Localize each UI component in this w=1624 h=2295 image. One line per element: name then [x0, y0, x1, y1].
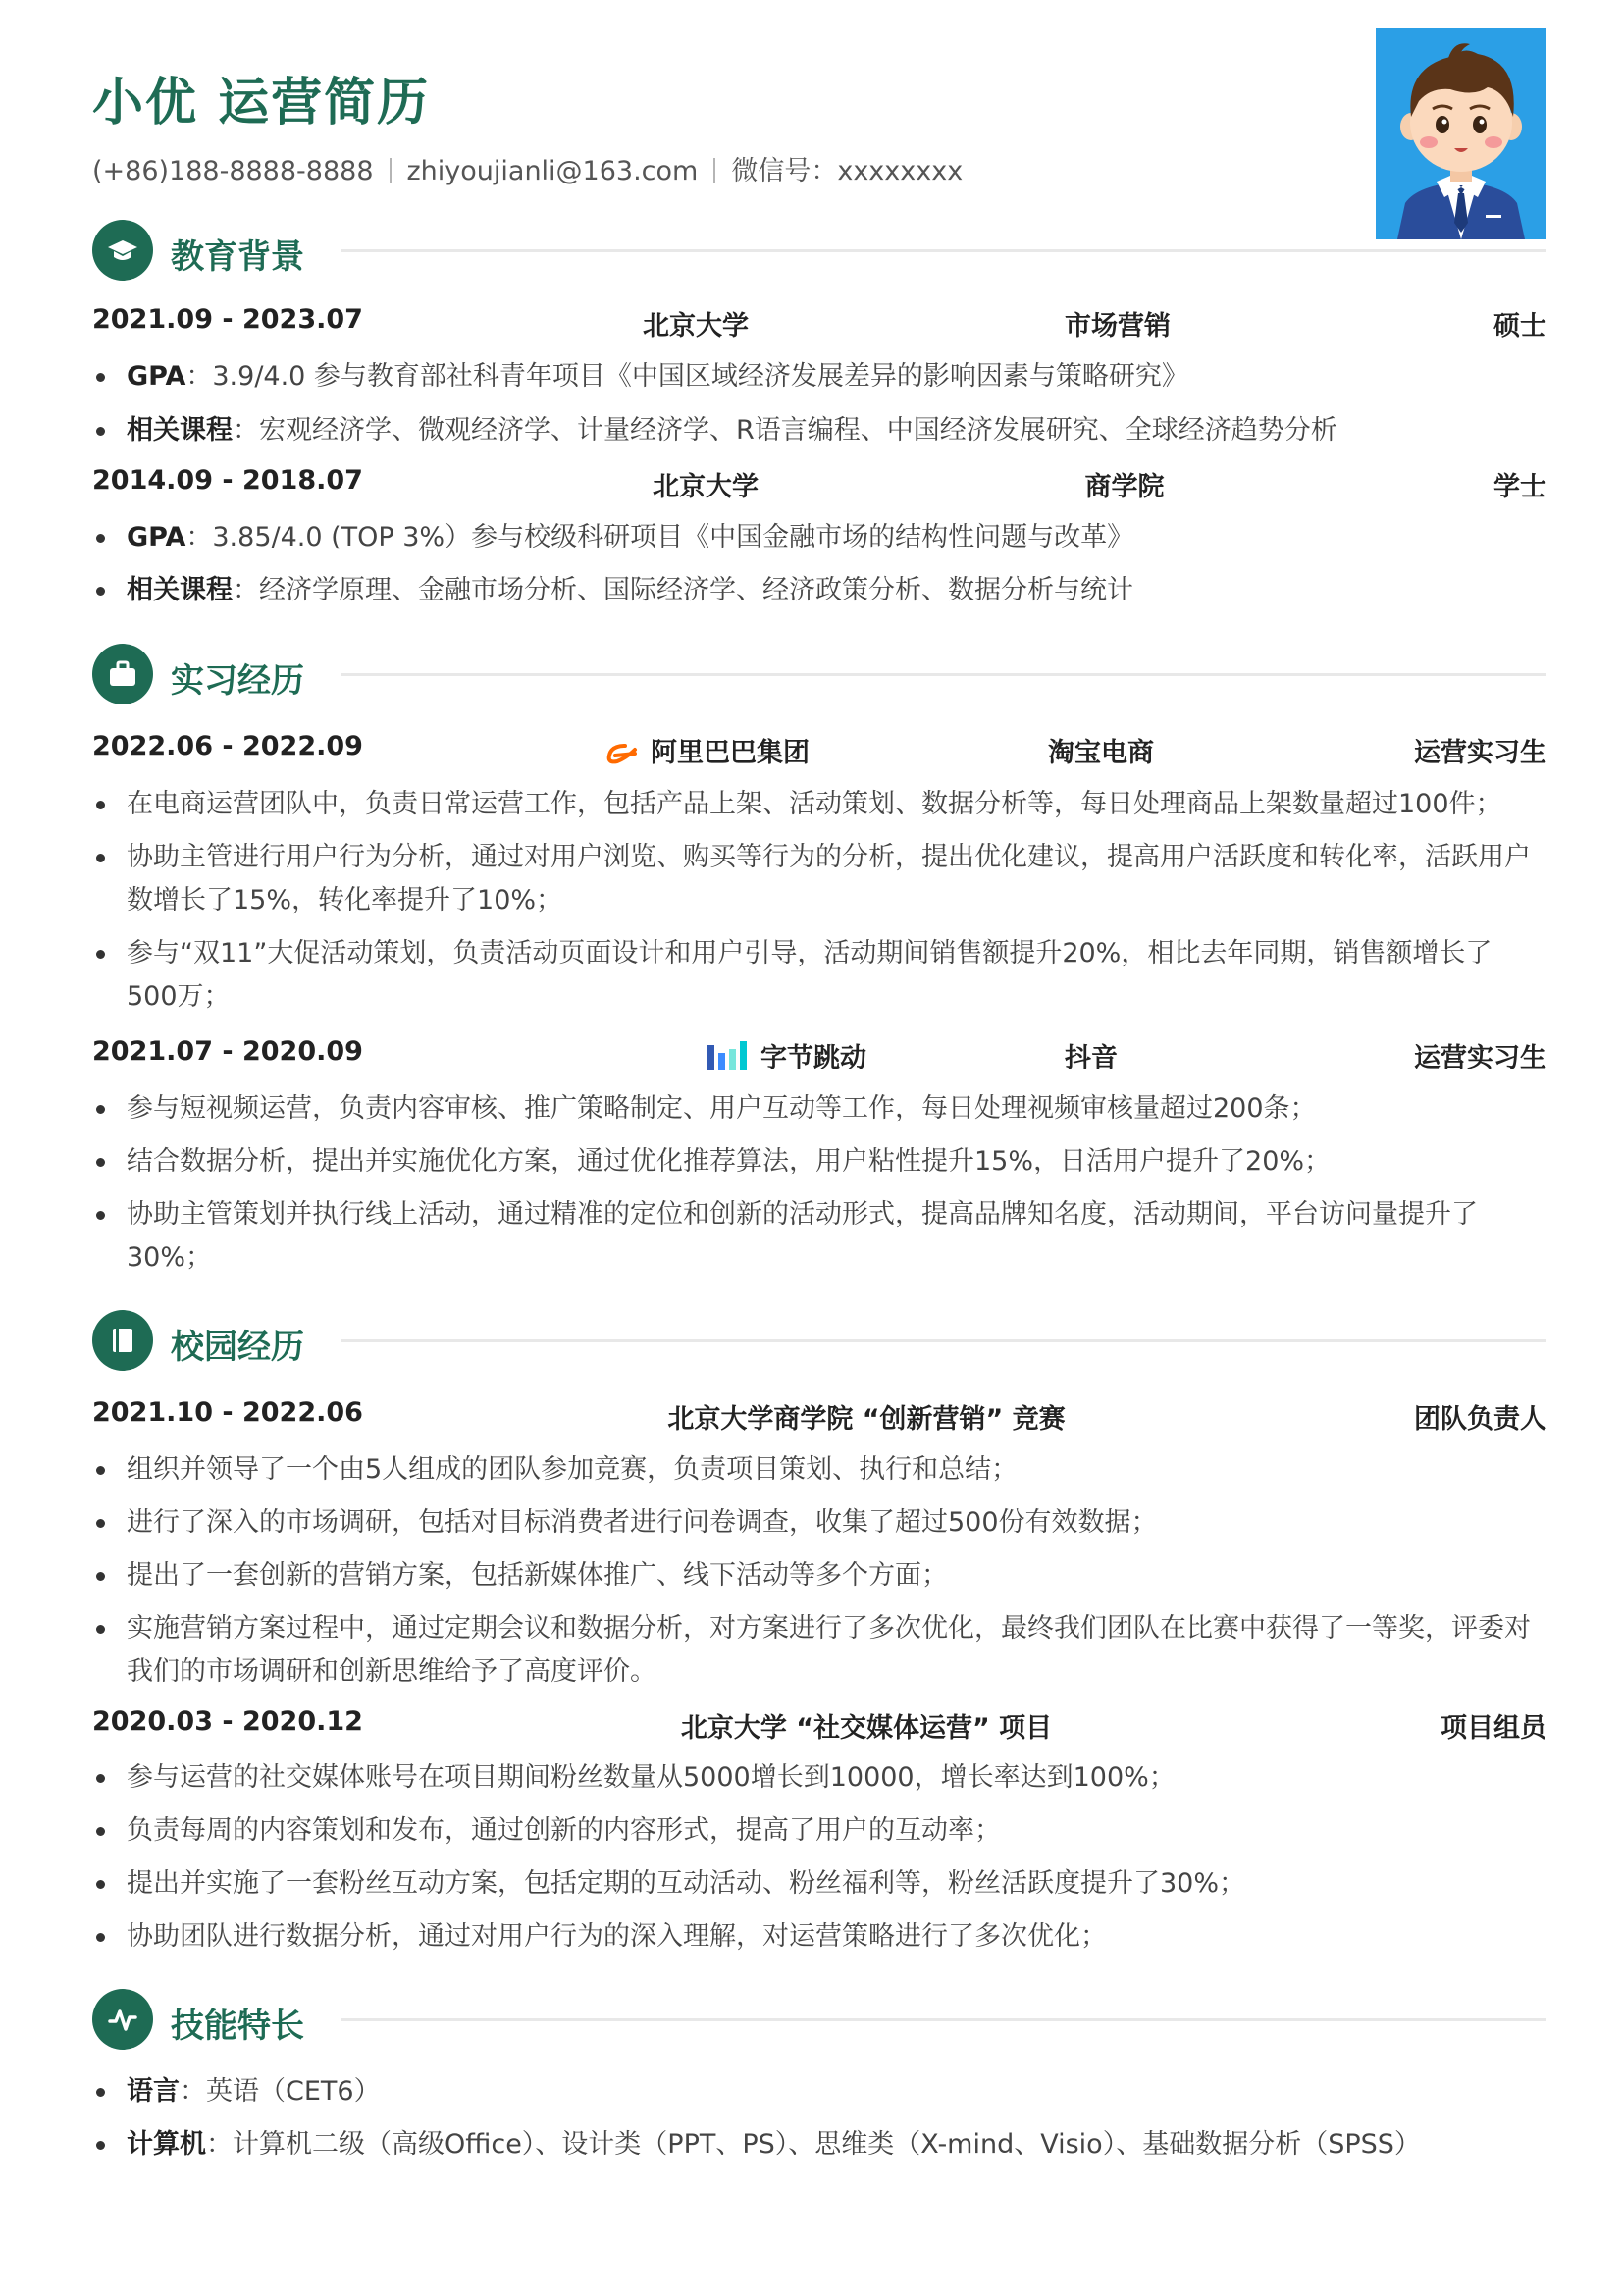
section-title: 教育背景 [171, 237, 304, 277]
entry-major: 商学院 [1084, 472, 1165, 502]
section-title: 实习经历 [171, 661, 304, 701]
list-item: 协助主管策划并执行线上活动，通过精准的定位和创新的活动形式，提高品牌知名度，活动期间，平台访问量提升了30%； [127, 1193, 1536, 1279]
entry-date: 2021.09 - 2023.07 [92, 304, 363, 335]
list-item [127, 569, 1536, 612]
list-item [127, 2070, 1536, 2113]
resume-title: 小优 运营简历 [92, 74, 431, 132]
entry-date: 2021.10 - 2022.06 [92, 1397, 363, 1428]
section-internship-header [92, 644, 1546, 706]
alibaba-logo-icon [605, 742, 641, 774]
section-divider [341, 1339, 1546, 1342]
education-entry-header [92, 465, 1546, 504]
internship-entry-header [92, 731, 1546, 770]
briefcase-icon [92, 644, 153, 704]
item-text: ：3.85/4.0 (TOP 3%）参与校级科研项目《中国金融市场的结构性问题与改革》 [185, 522, 1134, 552]
entry-company [605, 731, 810, 774]
list-item: 参与短视频运营，负责内容审核、推广策略制定、用户互动等工作，每日处理视频审核量超过200条； [127, 1087, 1536, 1130]
item-label: 相关课程 [127, 575, 233, 605]
list-item: 实施营销方案过程中，通过定期会议和数据分析，对方案进行了多次优化，最终我们团队在比赛中获得了一等奖，评委对我们的市场调研和创新思维给予了高度评价。 [127, 1607, 1536, 1694]
item-label: 语言 [127, 2076, 180, 2107]
list-item: 进行了深入的市场调研，包括对目标消费者进行问卷调查，收集了超过500份有效数据； [127, 1501, 1536, 1544]
wechat-id: 微信号：xxxxxxxx [731, 156, 964, 186]
section-divider [341, 249, 1546, 252]
list-item [127, 355, 1536, 398]
avatar [1376, 28, 1546, 239]
campus-entry-header [92, 1397, 1546, 1436]
company-name: 阿里巴巴集团 [651, 738, 810, 768]
activity-icon [92, 1989, 153, 2050]
list-item [127, 409, 1536, 452]
email-address: zhiyoujianli@163.com [406, 156, 699, 186]
entry-school: 北京大学 [653, 472, 759, 502]
contact-line [92, 149, 963, 187]
list-item: 参与运营的社交媒体账号在项目期间粉丝数量从5000增长到10000，增长率达到100%； [127, 1756, 1536, 1799]
campus-entry-header [92, 1706, 1546, 1746]
contact-divider [390, 158, 392, 183]
section-campus-header [92, 1310, 1546, 1373]
entry-date: 2022.06 - 2022.09 [92, 731, 363, 761]
list-item: 结合数据分析，提出并实施优化方案，通过优化推荐算法，用户粘性提升15%，日活用户提升了20%； [127, 1140, 1536, 1183]
entry-event: 北京大学 “社交媒体运营” 项目 [680, 1713, 1053, 1744]
list-item [127, 516, 1536, 559]
entry-department: 抖音 [1065, 1043, 1118, 1073]
item-label: GPA [127, 361, 186, 391]
entry-date: 2014.09 - 2018.07 [92, 465, 363, 496]
entry-major: 市场营销 [1065, 311, 1171, 341]
book-icon [92, 1310, 153, 1371]
entry-date: 2020.03 - 2020.12 [92, 1706, 363, 1737]
entry-event: 北京大学商学院 “创新营销” 竞赛 [667, 1404, 1066, 1434]
entry-degree: 学士 [1493, 472, 1546, 502]
entry-role: 运营实习生 [1414, 1043, 1546, 1073]
list-item: 协助主管进行用户行为分析，通过对用户浏览、购买等行为的分析，提出优化建议，提高用户活跃度和转化率，活跃用户数增长了15%，转化率提升了10%； [127, 836, 1536, 922]
list-item: 组织并领导了一个由5人组成的团队参加竞赛，负责项目策划、执行和总结； [127, 1448, 1536, 1491]
list-item: 协助团队进行数据分析，通过对用户行为的深入理解，对运营策略进行了多次优化； [127, 1915, 1536, 1958]
avatar-illustration [1376, 28, 1546, 239]
phone-number: (+86)188-8888-8888 [92, 156, 374, 186]
section-divider [341, 673, 1546, 676]
entry-date: 2021.07 - 2020.09 [92, 1036, 363, 1067]
education-entry-header [92, 304, 1546, 343]
item-text: ：宏观经济学、微观经济学、计量经济学、R语言编程、中国经济发展研究、全球经济趋势分析 [233, 415, 1337, 445]
item-text: ：经济学原理、金融市场分析、国际经济学、经济政策分析、数据分析与统计 [233, 575, 1133, 605]
list-item: 参与“双11”大促活动策划，负责活动页面设计和用户引导，活动期间销售额提升20%，相比去年同期，销售额增长了500万； [127, 932, 1536, 1018]
entry-role: 项目组员 [1441, 1713, 1546, 1744]
company-name: 字节跳动 [760, 1043, 866, 1073]
internship-entry-header [92, 1036, 1546, 1075]
list-item: 负责每周的内容策划和发布，通过创新的内容形式，提高了用户的互动率； [127, 1809, 1536, 1852]
item-text: ：3.9/4.0 参与教育部社科青年项目《中国区域经济发展差异的影响因素与策略研究》 [185, 361, 1188, 391]
list-item [127, 2123, 1536, 2166]
list-item: 提出了一套创新的营销方案，包括新媒体推广、线下活动等多个方面； [127, 1554, 1536, 1597]
item-label: GPA [127, 522, 186, 552]
list-item: 提出并实施了一套粉丝互动方案，包括定期的互动活动、粉丝福利等，粉丝活跃度提升了30%； [127, 1862, 1536, 1905]
graduation-cap-icon [92, 220, 153, 281]
entry-degree: 硕士 [1493, 311, 1546, 341]
section-skills-header [92, 1989, 1546, 2052]
entry-role: 运营实习生 [1414, 738, 1546, 768]
section-divider [341, 2018, 1546, 2021]
list-item: 在电商运营团队中，负责日常运营工作，包括产品上架、活动策划、数据分析等，每日处理商品上架数量超过100件； [127, 783, 1536, 826]
item-text: ：计算机二级（高级Office）、设计类（PPT、PS）、思维类（X-mind、Visio）、基础数据分析（SPSS） [206, 2129, 1421, 2160]
entry-department: 淘宝电商 [1048, 738, 1154, 768]
item-label: 计算机 [127, 2129, 206, 2160]
bytedance-logo-icon [707, 1039, 751, 1079]
entry-company [707, 1036, 866, 1079]
entry-role: 团队负责人 [1414, 1404, 1546, 1434]
section-title: 技能特长 [171, 2007, 304, 2046]
section-title: 校园经历 [171, 1328, 304, 1367]
item-label: 相关课程 [127, 415, 233, 445]
contact-divider [713, 158, 715, 183]
section-education-header [92, 220, 1546, 283]
entry-school: 北京大学 [643, 311, 749, 341]
item-text: ：英语（CET6） [180, 2076, 381, 2107]
